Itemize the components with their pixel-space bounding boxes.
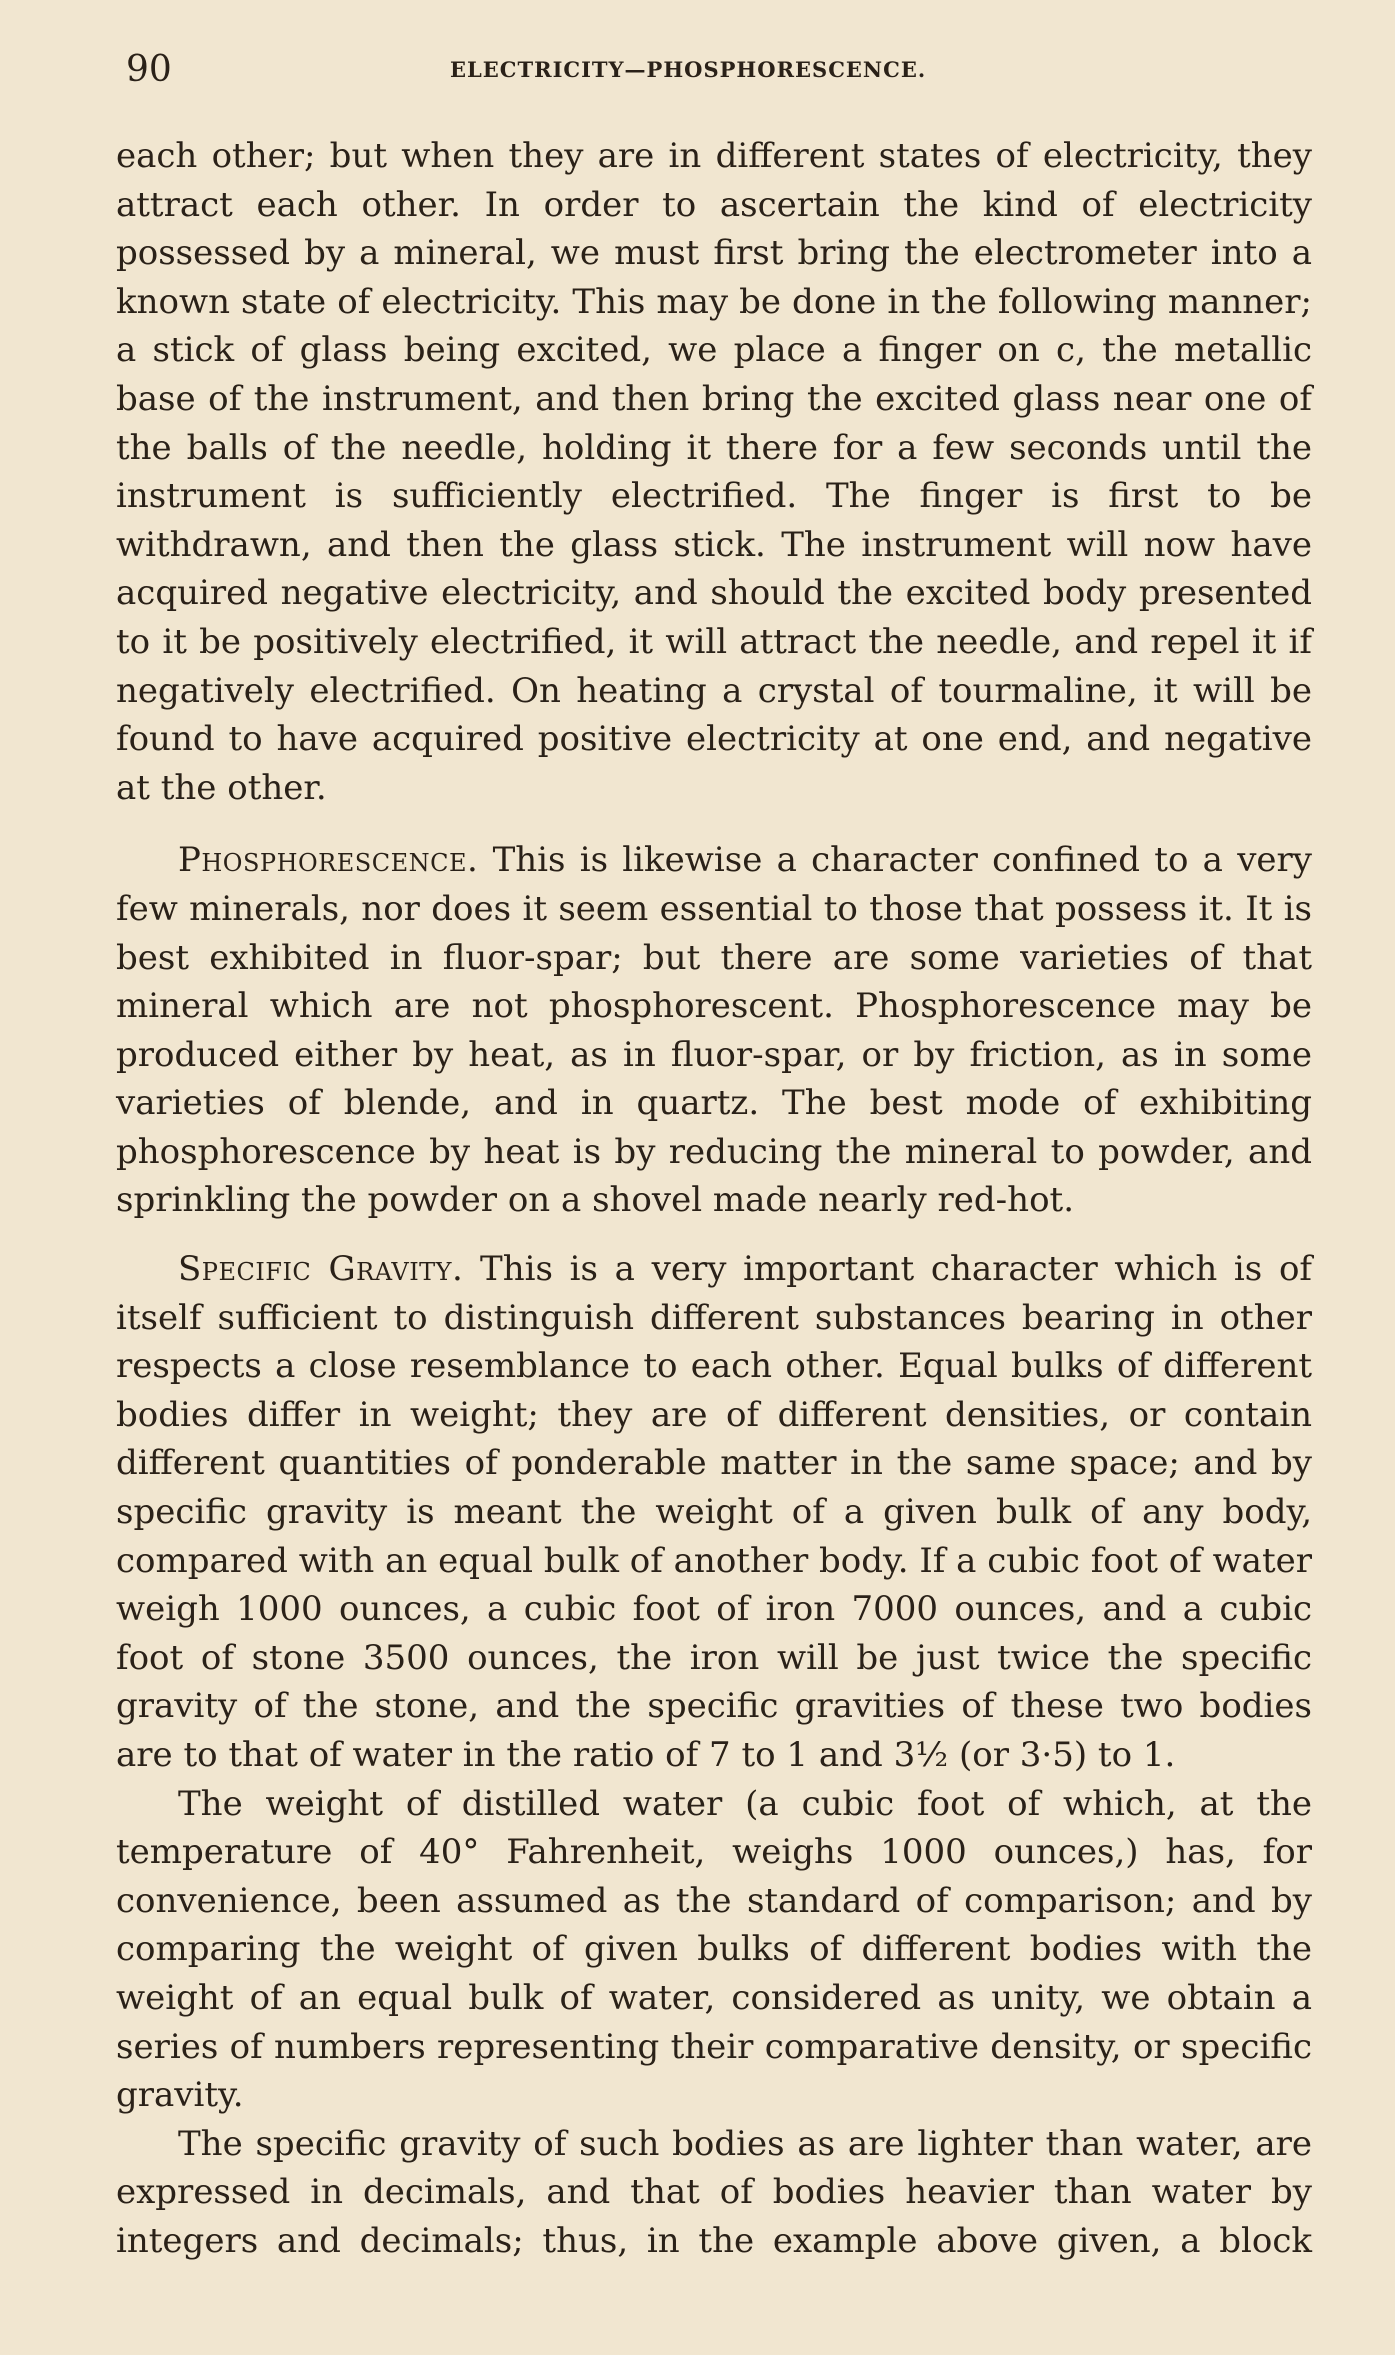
paragraph-spacer — [116, 812, 1312, 836]
section-heading: Phosphorescence. — [178, 840, 479, 881]
body-text — [116, 132, 1312, 2266]
section-heading: Specific Gravity. — [178, 1249, 464, 1290]
page-number: 90 — [126, 49, 172, 90]
paragraph-text: The weight of distilled water (a cubic foot of which, at the temperature of 40° Fahrenheit, weighs 1000 ounces,) has, for convenience, been assumed as the standard of comparison; and by comparing the weight of given bulks of different bodies with the weight of an equal bulk of water, considered as unity, we obtain a series of numbers representing their comparative density, or specific gravity. — [116, 1783, 1312, 2116]
page-header — [126, 48, 1316, 92]
running-title: ELECTRICITY—PHOSPHORESCENCE. — [450, 57, 927, 82]
paragraph-text: This is a very important character which is of itself sufficient to distinguish different substances bearing in other respects a close resemblance to each other. Equal bulks of different bodies differ in weight; they are of different densities, or contain different quantities of ponderable matter in the same space; and by specific gravity is meant the weight of a given bulk of any body, compared with an equal bulk of another body. If a cubic foot of water weigh 1000 ounces, a cubic foot of iron 7000 ounces, and a cubic foot of stone 3500 ounces, the iron will be just twice the specific gravity of the stone, and the specific gravities of these two bodies are to that of water in the ratio of 7 to 1 and 3½ (or 3·5) to 1. — [116, 1249, 1312, 1775]
paragraph-specific-gravity — [116, 1245, 1312, 1780]
paragraph-text: This is likewise a character confined to a very few minerals, nor does it seem essential to those that possess it. It is best exhibited in fluor-spar; but there are some varieties of that mineral which are not phosphorescent. Phosphorescence may be produced either by heat, as in fluor-spar, or by friction, as in some varieties of blende, and in quartz. The best mode of exhibiting phosphorescence by heat is by reducing the mineral to powder, and sprinkling the powder on a shovel made nearly red-hot. — [116, 840, 1312, 1221]
paragraph-phosphorescence — [116, 836, 1312, 1225]
paragraph-standard-water — [116, 1780, 1312, 2120]
paragraph-text: each other; but when they are in different states of electricity, they attract each other. In order to ascertain the kind of electricity possessed by a mineral, we must first bring the electrometer into a known state of electricity. This may be done in the following manner; a stick of glass being excited, we place a finger on c, the metallic base of the instrument, and then bring the excited glass near one of the balls of the needle, holding it there for a few seconds until the instrument is sufficiently electrified. The finger is first to be withdrawn, and then the glass stick. The instrument will now have acquired negative electricity, and should the excited body presented to it be positively electrified, it will attract the needle, and repel it if negatively electrified. On heating a crystal of tourmaline, it will be found to have acquired positive electricity at one end, and negative at the other. — [116, 136, 1312, 808]
paragraph-electricity-continuation — [116, 132, 1312, 812]
paragraph-text: The specific gravity of such bodies as are lighter than water, are expressed in decimals, and that of bodies heavier than water by integers and decimals; thus, in the example above given, a block — [116, 2123, 1312, 2261]
paragraph-spacer — [116, 1225, 1312, 1245]
paragraph-lighter-than-water — [116, 2120, 1312, 2266]
